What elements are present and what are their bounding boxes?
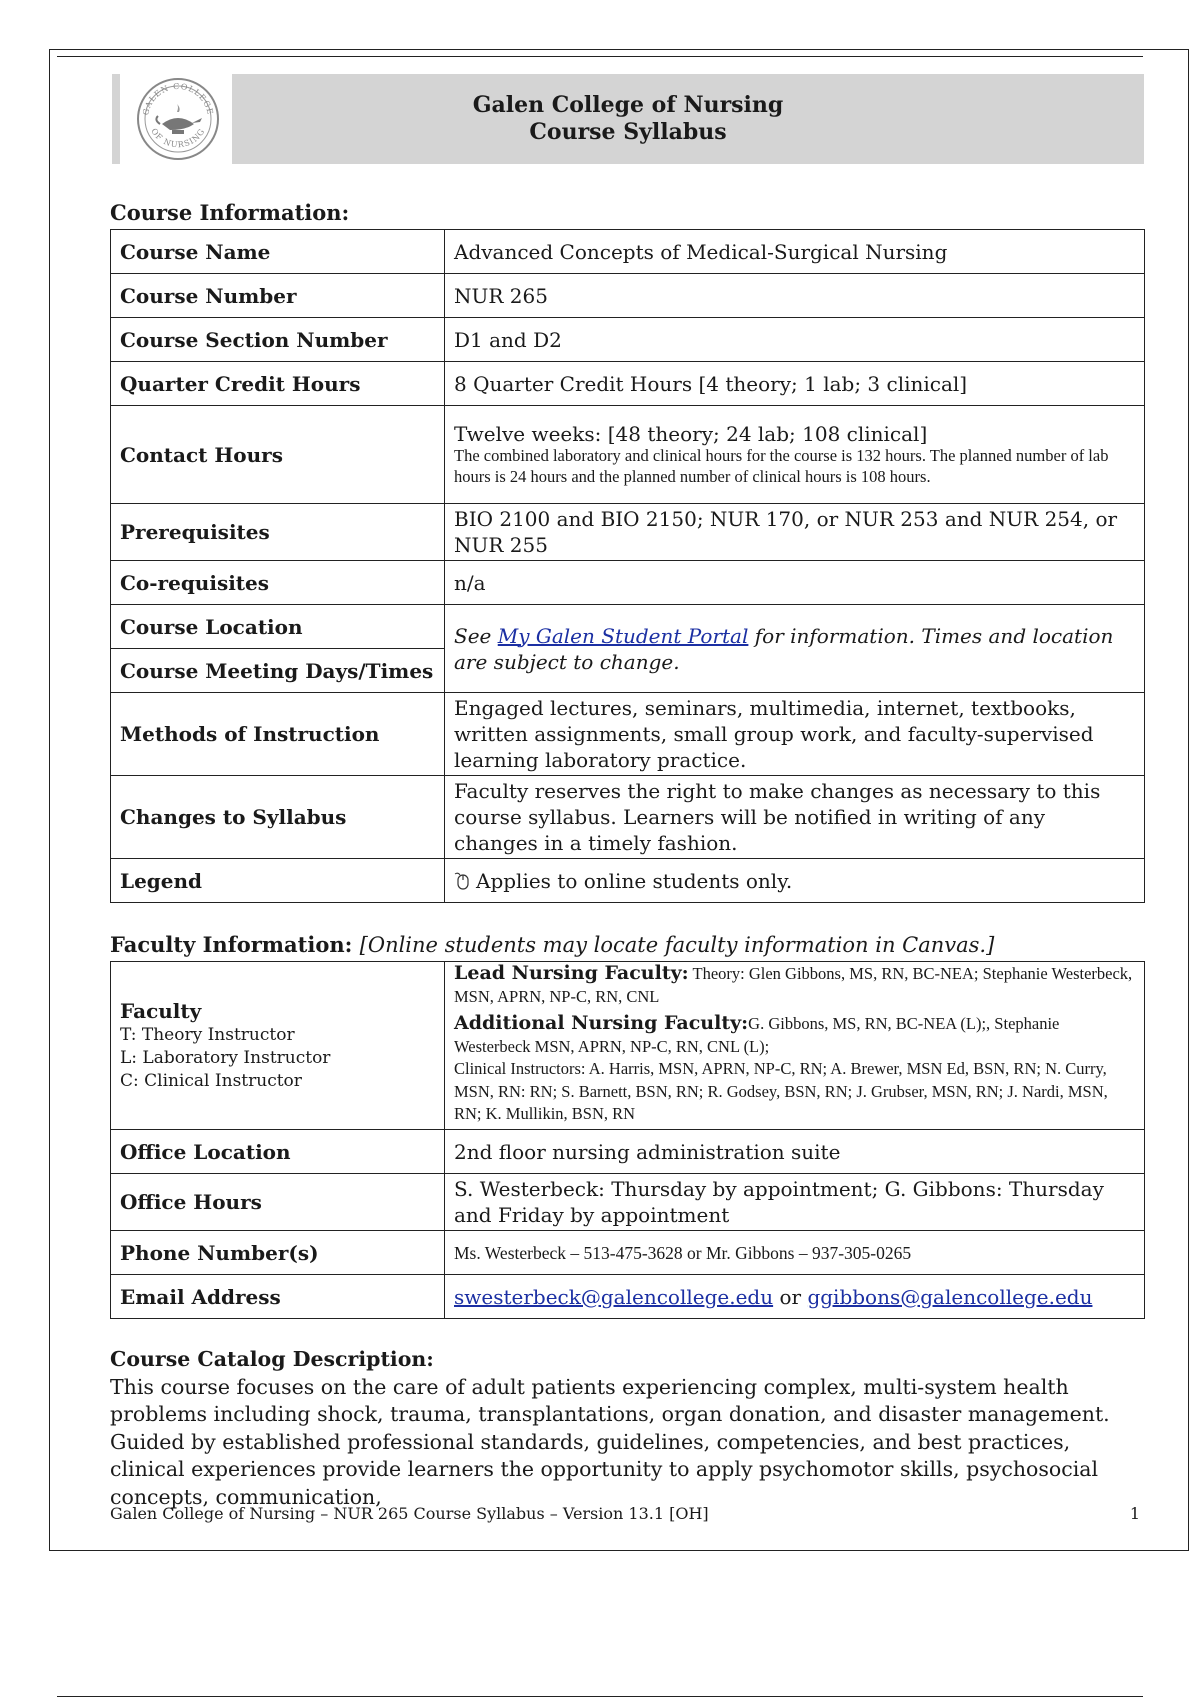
table-row [111,230,1145,274]
clinical-instructors: Clinical Instructors: A. Harris, MSN, APRN, NP-C, RN; A. Brewer, MSN Ed, BSN, RN; N. Curry, MSN, RN: RN; S. Barnett, BSN, RN; R. Godsey, BSN, RN; J. Grubser, MSN, RN; J. Nardi, MSN, RN; K. Mullikin, BSN, RN [454,1059,1108,1123]
table-row [111,1130,1145,1174]
role-clinical: C: Clinical Instructor [120,1071,302,1091]
location-suffix: for information. Times and location are subject to change. [454,623,1114,674]
next-page-rule [57,1696,1143,1697]
faculty-heading-note: [Online students may locate faculty information in Canvas.] [359,933,995,957]
email-link-gibbons[interactable]: ggibbons@galencollege.edu [807,1284,1093,1309]
table-row [111,859,1145,903]
row-label: Course Section Number [111,318,445,362]
faculty-label: Faculty [120,999,202,1023]
table-row [111,1231,1145,1275]
table-row [111,605,1145,649]
row-label: Contact Hours [111,406,445,504]
changes-value: Faculty reserves the right to make changes as necessary to this course syllabus. Learners will be notified in writing of any changes in a timely fashion. [445,776,1145,859]
contact-hours-detail: The combined laboratory and clinical hours for the course is 132 hours. The planned number of lab hours is 24 hours and the planned number of clinical hours is 108 hours. [454,445,1109,486]
footer-text: Galen College of Nursing – NUR 265 Course Syllabus – Version 13.1 [OH] [110,1504,709,1523]
email-separator: or [773,1284,808,1309]
legend-cell [445,859,1145,903]
table-row [111,318,1145,362]
table-row [111,504,1145,561]
faculty-info-heading [110,932,994,957]
legend-value: Applies to online students only. [476,868,793,893]
row-label: Course Name [111,230,445,274]
row-label: Course Meeting Days/Times [111,649,445,693]
catalog-description [110,1346,1146,1511]
table-row [111,274,1145,318]
methods-value: Engaged lectures, seminars, multimedia, internet, textbooks, written assignments, small group work, and faculty-supervised learning laboratory practice. [445,693,1145,776]
row-label: Course Location [111,605,445,649]
role-lab: L: Laboratory Instructor [120,1048,331,1068]
office-location-value: 2nd floor nursing administration suite [445,1130,1145,1174]
row-label: Course Number [111,274,445,318]
header-titles [112,92,1144,146]
course-number-value: NUR 265 [445,274,1145,318]
table-row [111,776,1145,859]
row-label: Methods of Instruction [111,693,445,776]
contact-hours-value: Twelve weeks: [48 theory; 24 lab; 108 clinical] [454,421,928,446]
table-row [111,561,1145,605]
course-name-value: Advanced Concepts of Medical-Surgical Nursing [445,230,1145,274]
email-cell [445,1275,1145,1319]
row-label: Email Address [111,1275,445,1319]
faculty-info-table [110,961,1145,1319]
mouse-icon [454,872,470,890]
row-label: Prerequisites [111,504,445,561]
page-footer [110,1504,1140,1523]
contact-hours-cell [445,406,1145,504]
top-rule [57,56,1143,57]
location-times-value [445,605,1145,693]
svg-text:GALEN COLLEGE: GALEN COLLEGE [141,81,215,117]
prerequisites-value: BIO 2100 and BIO 2150; NUR 170, or NUR 253 and NUR 254, or NUR 255 [445,504,1145,561]
course-info-table [110,229,1145,903]
table-row [111,962,1145,1130]
phone-value: Ms. Westerbeck – 513-475-3628 or Mr. Gibbons – 937-305-0265 [445,1231,1145,1275]
row-label: Quarter Credit Hours [111,362,445,406]
catalog-text: This course focuses on the care of adult patients experiencing complex, multi-system health problems including shock, trauma, transplantations, organ donation, and disaster management. Guided by established professional standards, guidelines, competencies, and best practices, clinical experiences provide learners the opportunity to apply psychomotor skills, psychosocial concepts, communication, [110,1374,1110,1509]
svg-text:OF NURSING: OF NURSING [149,126,207,150]
table-row [111,1174,1145,1231]
row-label: Office Hours [111,1174,445,1231]
email-link-westerbeck[interactable]: swesterbeck@galencollege.edu [454,1284,774,1309]
catalog-heading: Course Catalog Description: [110,1347,434,1371]
lead-faculty [454,962,1135,1008]
row-label: Office Location [111,1130,445,1174]
document-title: Course Syllabus [529,119,727,145]
credit-hours-value: 8 Quarter Credit Hours [4 theory; 1 lab; 3 clinical] [445,362,1145,406]
lead-faculty-names: Theory: Glen Gibbons, MS, RN, BC-NEA; Stephanie Westerbeck, MSN, APRN, NP-C, RN, CNL [454,964,1133,1006]
table-row [111,1275,1145,1319]
faculty-list-cell [445,962,1145,1130]
corequisites-value: n/a [445,561,1145,605]
location-prefix: See [454,623,498,648]
row-label: Legend [111,859,445,903]
office-hours-value: S. Westerbeck: Thursday by appointment; G. Gibbons: Thursday and Friday by appointment [445,1174,1145,1231]
table-row [111,406,1145,504]
additional-faculty [454,1012,1135,1058]
syllabus-header [112,74,1144,164]
additional-faculty-names: G. Gibbons, MS, RN, BC-NEA (L);, Stephanie Westerbeck MSN, APRN, NP-C, RN, CNL (L); [454,1014,1060,1056]
section-number-value: D1 and D2 [445,318,1145,362]
course-info-heading: Course Information: [110,200,350,225]
faculty-label-cell [111,962,445,1130]
student-portal-link[interactable]: My Galen Student Portal [497,623,749,648]
table-row [111,362,1145,406]
lead-faculty-label: Lead Nursing Faculty: [454,962,689,984]
table-row [111,693,1145,776]
page-number: 1 [1129,1504,1140,1523]
row-label: Phone Number(s) [111,1231,445,1275]
role-theory: T: Theory Instructor [120,1025,295,1045]
row-label: Co-requisites [111,561,445,605]
college-name: Galen College of Nursing [472,92,784,118]
faculty-heading-text: Faculty Information: [110,932,353,957]
row-label: Changes to Syllabus [111,776,445,859]
additional-faculty-label: Additional Nursing Faculty: [454,1012,749,1034]
